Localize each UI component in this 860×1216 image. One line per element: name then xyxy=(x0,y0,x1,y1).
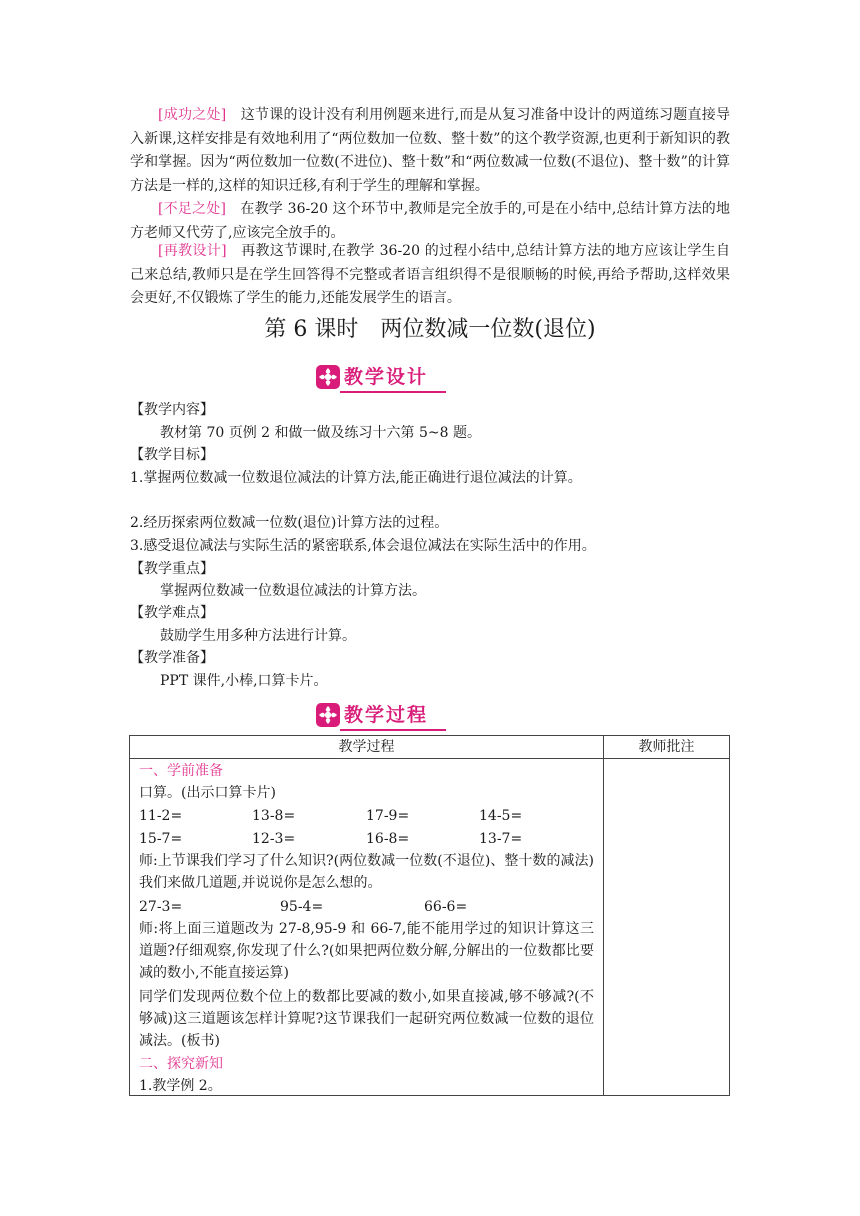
header-divider xyxy=(130,758,729,759)
oral-calc-intro: 口算。(出示口算卡片) xyxy=(139,785,276,801)
calc-item: 15-7= xyxy=(139,831,183,847)
redesign-text: 再教这节课时,在教学 36-20 的过程小结中,总结计算方法的地方应该让学生自己来总结,教师只是在学生回答得不完整或者语言组织得不是很顺畅的时候,再给予帮助,这样效果会更好,不仅锻炼了学生的能力,还能发展学生的语言。 xyxy=(130,243,730,306)
teaching-process-banner xyxy=(314,700,450,732)
flower-logo-icon xyxy=(316,365,340,389)
calc-item: 13-7= xyxy=(479,831,523,847)
calc-item: 12-3= xyxy=(252,831,296,847)
shortcoming-tag: [不足之处] xyxy=(158,201,226,217)
goal-item-2: 2.经历探索两位数减一位数(退位)计算方法的过程。 xyxy=(130,515,449,531)
redesign-paragraph xyxy=(130,240,730,311)
goal-item-3: 3.感受退位减法与实际生活的紧密联系,体会退位减法在实际生活中的作用。 xyxy=(130,538,596,554)
shortcoming-text: 在教学 36-20 这个环节中,教师是完全放手的,可是在小结中,总结计算方法的地方老师又代劳了,应该完全放手的。 xyxy=(130,201,730,241)
student-discovery: 同学们发现两位数个位上的数都比要减的数小,如果直接减,够不够减?(不够减)这三道题该怎样计算呢?这节课我们一起研究两位数减一位数的退位减法。(板书) xyxy=(139,989,594,1049)
calc-item: 66-6= xyxy=(424,899,468,915)
shortcoming-paragraph xyxy=(130,198,730,245)
teaching-process-table xyxy=(129,735,730,1096)
lesson-title: 第 6 课时 两位数减一位数(退位) xyxy=(264,317,596,342)
calc-item: 16-8= xyxy=(366,831,410,847)
teacher-question-2: 师:将上面三道题改为 27-8,95-9 和 66-7,能不能用学过的知识计算这三道题?仔细观察,你发现了什么?(如果把两位数分解,分解出的一位数都比要减的数小,不能直接运算) xyxy=(139,921,594,981)
redesign-tag: [再教设计] xyxy=(158,243,227,259)
difficulty-heading: 【教学难点】 xyxy=(130,605,214,621)
success-paragraph xyxy=(130,104,730,198)
calc-item: 14-5= xyxy=(479,808,523,824)
banner-title: 教学设计 xyxy=(344,366,429,388)
flower-logo-icon xyxy=(316,703,340,727)
calc-item: 11-2= xyxy=(139,808,183,824)
goal-item-1: 1.掌握两位数减一位数退位减法的计算方法,能正确进行退位减法的计算。 xyxy=(130,470,582,486)
banner-underline xyxy=(340,729,446,731)
calc-item: 13-8= xyxy=(252,808,296,824)
process-column-header: 教学过程 xyxy=(338,739,395,755)
key-points-heading: 【教学重点】 xyxy=(130,561,214,577)
difficulty-body: 鼓励学生用多种方法进行计算。 xyxy=(160,628,356,644)
preparation-heading: 【教学准备】 xyxy=(130,650,214,666)
content-body: 教材第 70 页例 2 和做一做及练习十六第 5~8 题。 xyxy=(160,425,481,441)
part2-title: 二、探究新知 xyxy=(139,1056,223,1072)
part1-title: 一、学前准备 xyxy=(139,763,223,779)
calc-item: 27-3= xyxy=(139,899,183,915)
success-tag: [成功之处] xyxy=(158,107,227,123)
notes-column-header: 教师批注 xyxy=(638,739,695,755)
calc-item: 95-4= xyxy=(280,899,324,915)
calc-item: 17-9= xyxy=(366,808,410,824)
preparation-body: PPT 课件,小棒,口算卡片。 xyxy=(160,673,328,689)
column-divider xyxy=(603,736,604,1095)
content-heading: 【教学内容】 xyxy=(130,402,214,418)
banner-title: 教学过程 xyxy=(344,704,429,726)
success-text: 这节课的设计没有利用例题来进行,而是从复习准备中设计的两道练习题直接导入新课,这样安排是有效地利用了“两位数加一位数、整十数”的这个教学资源,也更利于新知识的教学和掌握。因为“两位数加一位数(不进位)、整十数”和“两位数减一位数(不退位)、整十数”的计算方法是一样的,这样的知识迁移,有利于学生的理解和掌握。 xyxy=(130,107,730,194)
banner-underline xyxy=(340,391,446,393)
key-points-body: 掌握两位数减一位数退位减法的计算方法。 xyxy=(160,583,426,599)
goals-heading: 【教学目标】 xyxy=(130,447,214,463)
example-item: 1.教学例 2。 xyxy=(139,1078,222,1094)
teacher-question-1: 师:上节课我们学习了什么知识?(两位数减一位数(不退位)、整十数的减法)我们来做几道题,并说说你是怎么想的。 xyxy=(139,853,594,891)
teaching-design-banner xyxy=(314,362,450,394)
